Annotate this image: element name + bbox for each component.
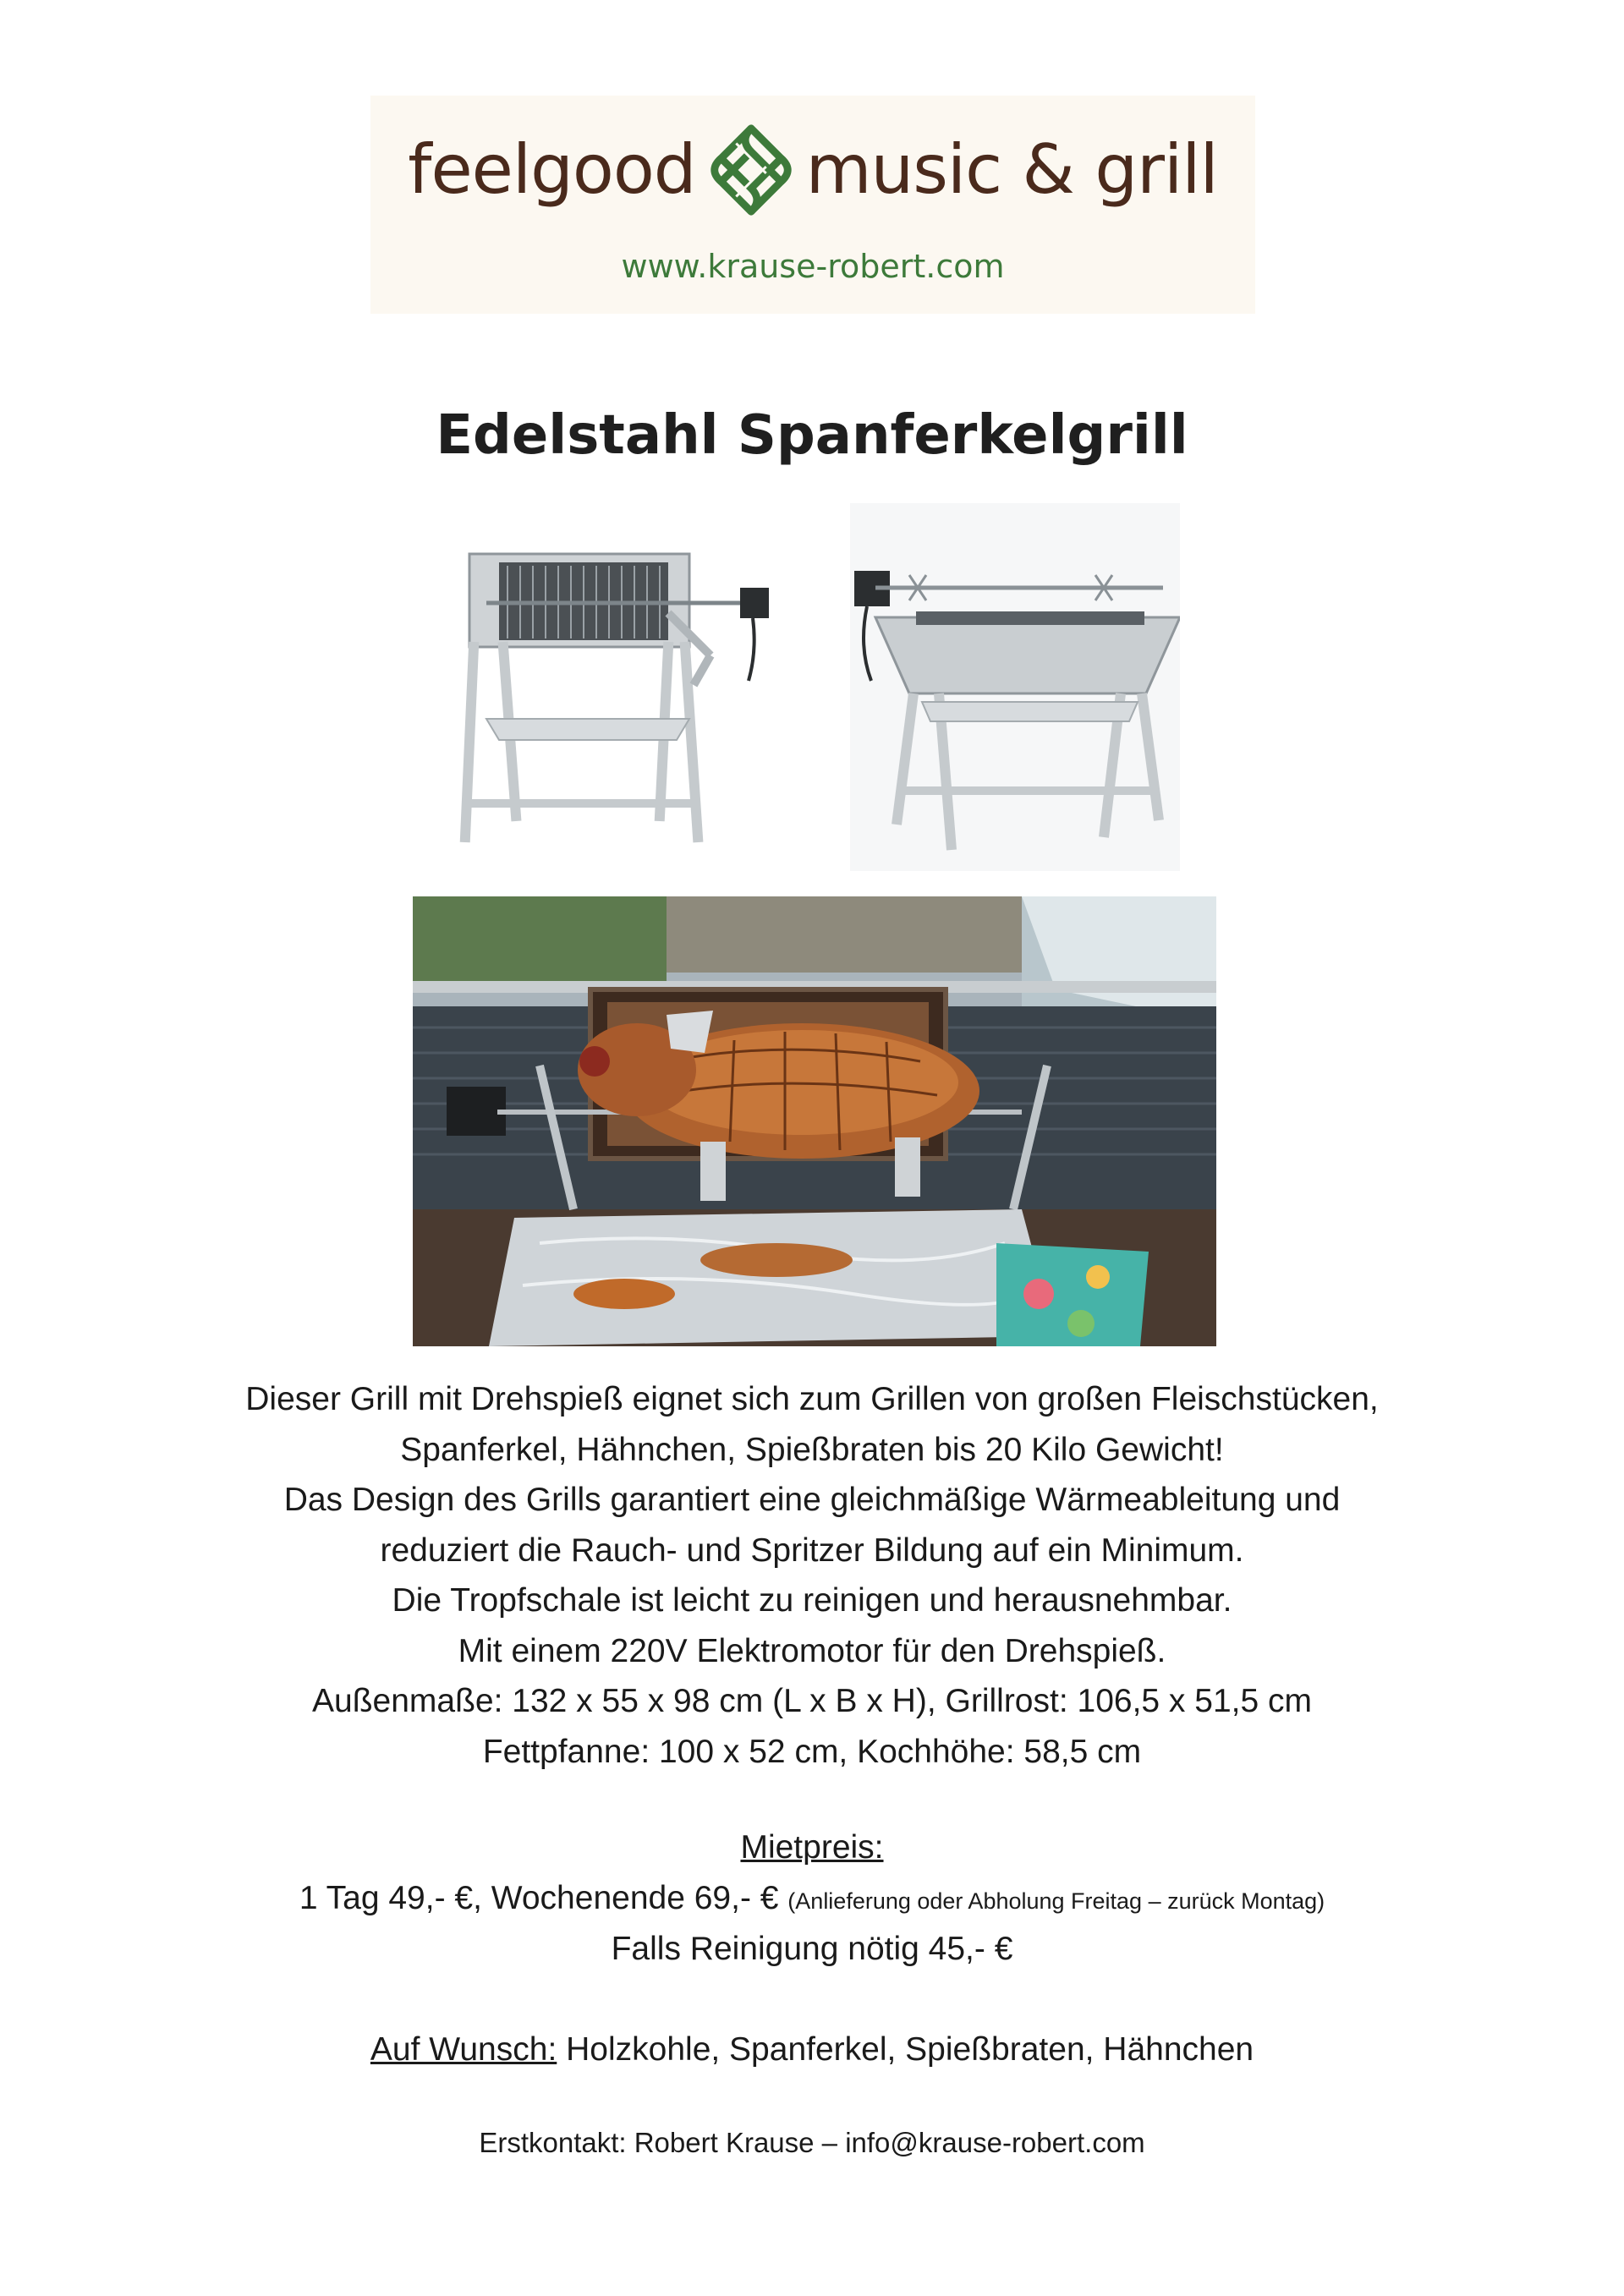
description-line: Die Tropfschale ist leicht zu reinigen und herausnehmbar.: [392, 1582, 1232, 1619]
logo-url[interactable]: www.krause-robert.com: [621, 248, 1005, 285]
price-rates-text: 1 Tag 49,- €, Wochenende 69,- €: [299, 1880, 779, 1916]
price-cleaning: Falls Reinigung nötig 45,- €: [611, 1931, 1013, 1967]
description-line: Außenmaße: 132 x 55 x 98 cm (L x B x H), Grillrost: 106,5 x 51,5 cm: [312, 1683, 1312, 1719]
price-rates: [0, 1880, 1624, 1917]
roast-photo: [413, 896, 1216, 1346]
logo-word-music-grill: music & grill: [805, 130, 1218, 209]
description-line: Spanferkel, Hähnchen, Spießbraten bis 20 Kilo Gewicht!: [400, 1431, 1224, 1468]
celtic-knot-icon: [701, 120, 801, 220]
description-line: Mit einem 220V Elektromotor für den Drehspieß.: [458, 1632, 1166, 1669]
description-line: Das Design des Grills garantiert eine gleichmäßige Wärmeableitung und: [283, 1482, 1341, 1518]
extras-label: Auf Wunsch:: [370, 2031, 557, 2068]
logo-row: [370, 128, 1255, 212]
price-heading: Mietpreis:: [740, 1829, 884, 1866]
contact-line[interactable]: Erstkontakt: Robert Krause – info@krause-robert.com: [479, 2127, 1145, 2158]
logo-banner: [370, 96, 1255, 314]
description-line: Fettpfanne: 100 x 52 cm, Kochhöhe: 58,5 cm: [482, 1733, 1142, 1770]
logo-word-feelgood: feelgood: [408, 130, 696, 209]
extras-line: [0, 2031, 1624, 2069]
product-image: [453, 503, 1180, 871]
description: [0, 1374, 1624, 1777]
description-line: Dieser Grill mit Drehspieß eignet sich zum Grillen von großen Fleischstücken,: [245, 1381, 1379, 1417]
extras-items: Holzkohle, Spanferkel, Spießbraten, Hähnchen: [566, 2031, 1254, 2068]
page-title: Edelstahl Spanferkelgrill: [436, 404, 1188, 467]
price-rates-note: (Anlieferung oder Abholung Freitag – zurück Montag): [787, 1888, 1325, 1914]
description-line: reduziert die Rauch- und Spritzer Bildung auf ein Minimum.: [380, 1532, 1244, 1569]
